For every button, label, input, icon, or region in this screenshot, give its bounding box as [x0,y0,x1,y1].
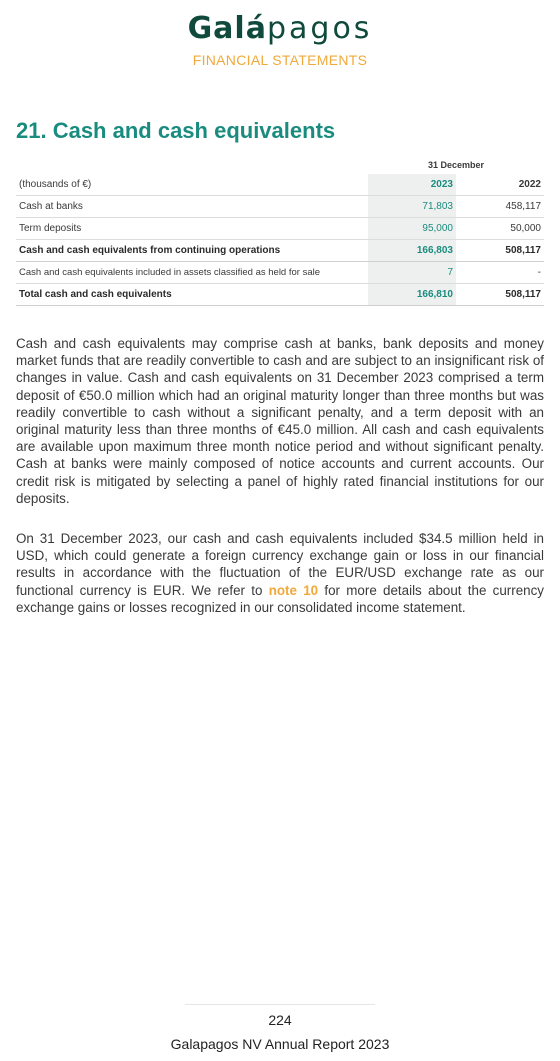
logo-bold-text: Galá [187,11,267,46]
table-period-spacer [16,156,368,174]
table-row [16,196,544,218]
table-header-row [16,174,544,196]
table-row-total [16,284,544,306]
table-cell-2022: 458,117 [456,196,544,218]
body-paragraph-2 [16,530,544,616]
table-row-subtotal [16,240,544,262]
page-number: 224 [268,1012,292,1028]
page-header [0,12,560,68]
table-cell-2022: 50,000 [456,218,544,240]
table-row [16,218,544,240]
table-cell-2023: 166,803 [368,240,456,262]
table-cell-2023: 7 [368,262,456,284]
table-col-2023: 2023 [368,174,456,196]
table-row [16,262,544,284]
section-title: 21. Cash and cash equivalents [16,118,336,143]
table-row-label: Term deposits [16,218,368,240]
note-10-link[interactable]: note 10 [268,582,319,598]
table-cell-2023: 95,000 [368,218,456,240]
table-period-label: 31 December [427,160,485,170]
table-unit-label: (thousands of €) [16,174,368,196]
table-cell-2022: 508,117 [456,240,544,262]
body-paragraph-1: Cash and cash equivalents may comprise cash at banks, bank deposits and money market funds that are readily convertible to cash and are subject to an insignificant risk of changes in value. Cash and cash equivalents on 31 December 2023 comprised a term deposit of €50.0 million which had an original maturity longer than three months but was readily convertible to cash without a significant penalty, and a term deposit with an original maturity less than three months of €45.0 million. All cash and cash equivalents are available upon maximum three month notice period and without significant penalty. Cash at banks were mainly composed of notice accounts and current accounts. Our credit risk is mitigated by selecting a panel of highly rated financial institutions for our deposits. [16,336,544,506]
table-row-label: Cash and cash equivalents included in assets classified as held for sale [16,262,368,284]
table-row-label: Cash and cash equivalents from continuing operations [16,240,368,262]
page-footer [0,1004,560,1053]
footer-divider [185,1004,375,1005]
table-row-label: Cash at banks [16,196,368,218]
table-col-2022: 2022 [456,174,544,196]
paragraph-text: On 31 December 2023, our cash and cash equivalents included $34.5 million held in USD, which could generate a foreign currency exchange gain or loss in our financial results in accordance with the fluctuation of the EUR/USD exchange rate as our functional currency is EUR. We refer to [16,531,544,598]
table-cell-2022: 508,117 [456,284,544,306]
table-row-label: Total cash and cash equivalents [16,284,368,306]
paragraph-text: for more details about the currency exchange gains or losses recognized in our consolidated income statement. [16,582,544,615]
table-period-row [16,156,544,174]
table-cell-2022: - [456,262,544,284]
cash-table [16,156,544,306]
company-logo [0,12,560,46]
table-cell-2023: 166,810 [368,284,456,306]
header-subtitle: FINANCIAL STATEMENTS [192,52,368,68]
logo-light-text: pagos [266,11,373,46]
report-name: Galapagos NV Annual Report 2023 [170,1036,390,1052]
table-cell-2023: 71,803 [368,196,456,218]
